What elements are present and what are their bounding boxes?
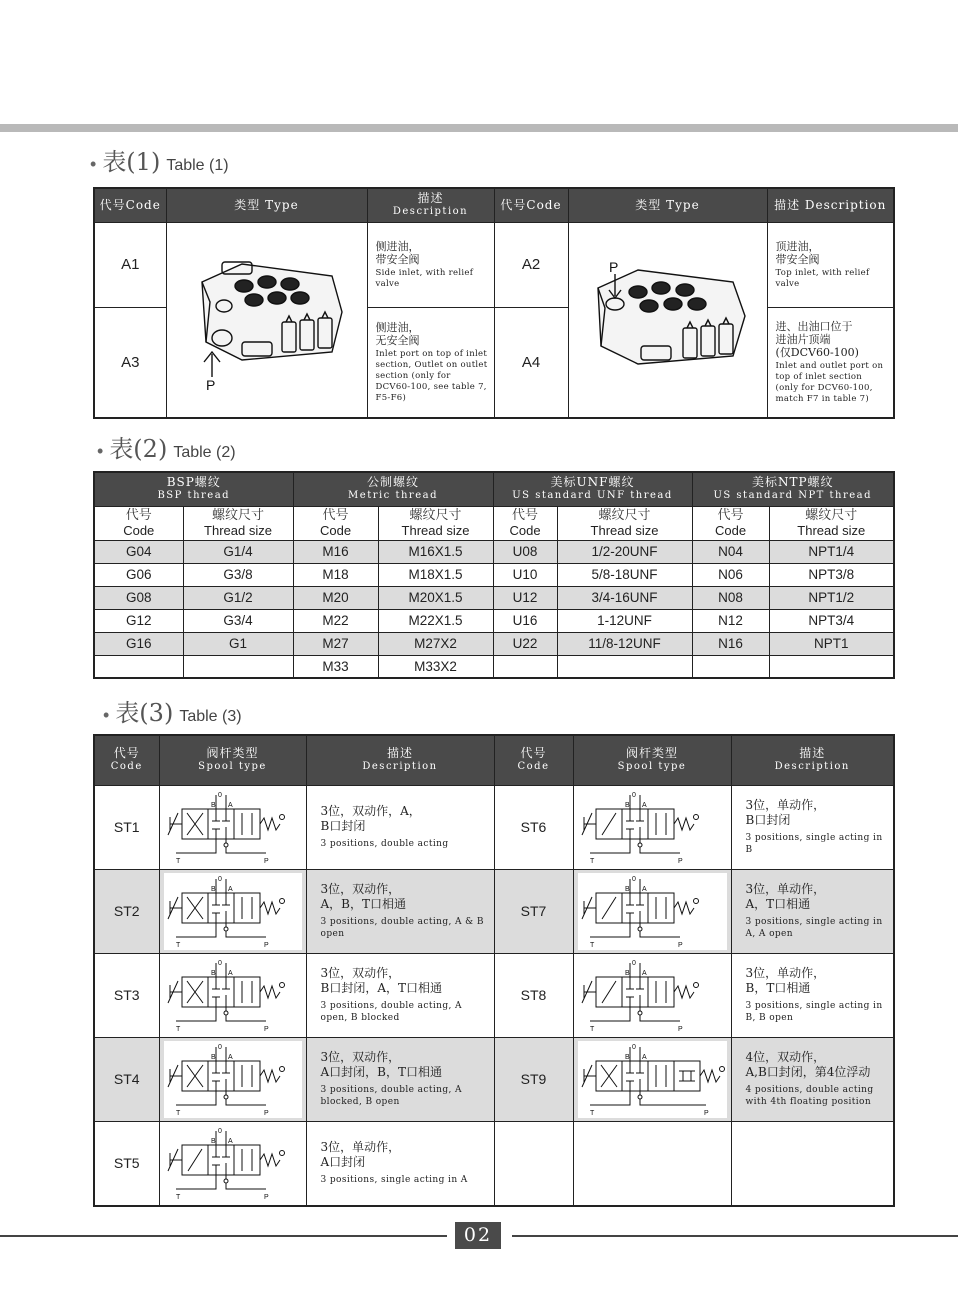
- table3-title-cn: 表(3): [115, 699, 174, 727]
- t2-cell: 1-12UNF: [557, 609, 692, 632]
- t2-sub-code: 代号 Code: [692, 506, 769, 540]
- t2-sub-code: 代号 Code: [94, 506, 183, 540]
- svg-text:0: 0: [217, 959, 222, 967]
- table2-title: [97, 429, 236, 464]
- t2-group-bsp-en: BSP thread: [157, 490, 231, 502]
- t1-header-desc-en: Description: [392, 206, 469, 218]
- t2-cell: 1/2-20UNF: [557, 540, 692, 563]
- footer-line-right: [512, 1235, 958, 1237]
- spool-symbol-icon: [164, 789, 302, 866]
- t2-cell: N04: [692, 540, 769, 563]
- t2-cell: NPT1/2: [769, 586, 894, 609]
- svg-text:0: 0: [631, 959, 636, 967]
- t2-row: [94, 655, 894, 678]
- t3-code-cell: ST7: [494, 869, 573, 953]
- valve-side-inlet-image: [166, 222, 367, 418]
- t3-desc-cell: [731, 1037, 894, 1121]
- svg-text:T: T: [589, 857, 594, 865]
- t2-cell: M16: [293, 540, 378, 563]
- svg-text:T: T: [175, 1025, 180, 1033]
- bullet-icon: •: [90, 154, 97, 174]
- t1-desc-a4-en: Inlet and outlet port on top of inlet section (only for DCV60-100, match F7 in table 7): [775, 360, 884, 404]
- svg-text:P: P: [263, 1193, 269, 1201]
- bullet-icon: •: [97, 441, 104, 461]
- t3-header-spool2: 阀杆类型 Spool type: [573, 735, 731, 785]
- t2-group-npt: [692, 472, 894, 506]
- t2-cell: NPT1: [769, 632, 894, 655]
- t2-row: [94, 632, 894, 655]
- t3-desc-cell: [731, 953, 894, 1037]
- t3-desc-cn2: B口封闭，A，T口相通: [320, 981, 442, 995]
- t2-group-unf-en: US standard UNF thread: [512, 490, 673, 502]
- t1-desc-a1-cn1: 侧进油，: [375, 239, 420, 253]
- t2-cell: M22: [293, 609, 378, 632]
- t1-desc-a3-en: Inlet port on top of inlet section, Outlet on outlet section (only for DCV60-100, see table 7, F5-F6): [375, 348, 488, 403]
- t3-desc-en: 3 positions, single acting in B, B open: [745, 1001, 883, 1023]
- t2-cell: M20: [293, 586, 378, 609]
- t3-desc-cn1: 3位，双动作，: [320, 882, 401, 896]
- t3-desc-en: 3 positions, single acting in B: [745, 833, 883, 855]
- t1-desc-a3: [367, 307, 494, 418]
- t2-cell: M27X2: [378, 632, 493, 655]
- spool-symbol-icon: [578, 957, 727, 1034]
- t3-row: [94, 1037, 894, 1121]
- t3-desc-cn2: B口封闭: [320, 819, 366, 833]
- table1: [93, 187, 895, 419]
- t2-cell: M27: [293, 632, 378, 655]
- t1-code-a2: A2: [494, 222, 568, 307]
- svg-text:0: 0: [631, 791, 636, 799]
- t2-cell: [692, 655, 769, 678]
- t3-desc-cn1: 3位，双动作，: [320, 1050, 401, 1064]
- t2-cell: G1/2: [183, 586, 293, 609]
- t1-desc-a4-cn3: (仅DCV60-100): [775, 345, 859, 359]
- spool-symbol-icon: [578, 873, 727, 950]
- t2-sub-size: 螺纹尺寸 Thread size: [183, 506, 293, 540]
- t3-desc-cn1: 3位，双动作，: [320, 966, 401, 980]
- t3-desc-cell: [731, 869, 894, 953]
- t3-desc-cell: [731, 785, 894, 869]
- page-number: 02: [455, 1222, 501, 1249]
- t2-cell: U16: [493, 609, 557, 632]
- t3-symbol-cell: [159, 953, 306, 1037]
- t1-header-code2: 代号Code: [494, 188, 568, 222]
- t1-desc-a3-cn2: 无安全阀: [375, 333, 420, 347]
- svg-text:A: A: [227, 1053, 233, 1061]
- svg-text:T: T: [175, 857, 180, 865]
- t2-cell: NPT1/4: [769, 540, 894, 563]
- t3-desc-cn2: A口封闭，B，T口相通: [320, 1065, 442, 1079]
- t1-desc-a1-en: Side inlet, with relief valve: [375, 267, 474, 289]
- t1-desc-a4-cn1: 进、出油口位于: [775, 319, 853, 333]
- spool-symbol-icon: [578, 789, 727, 866]
- t2-row: [94, 540, 894, 563]
- svg-text:P: P: [703, 1109, 709, 1117]
- svg-text:0: 0: [217, 791, 222, 799]
- t1-desc-a2-en: Top inlet, with relief valve: [775, 267, 870, 289]
- t3-code-cell: ST9: [494, 1037, 573, 1121]
- spool-symbol-icon: [164, 873, 302, 950]
- t2-cell: [769, 655, 894, 678]
- table1-title: [90, 142, 229, 177]
- table2-title-cn: 表(2): [109, 435, 168, 463]
- t1-code-a1: A1: [94, 222, 166, 307]
- svg-text:A: A: [227, 801, 233, 809]
- svg-text:B: B: [210, 801, 216, 809]
- t2-row: [94, 586, 894, 609]
- t3-symbol-cell: [159, 785, 306, 869]
- t2-cell: G1: [183, 632, 293, 655]
- t2-cell: NPT3/4: [769, 609, 894, 632]
- svg-text:B: B: [624, 1053, 630, 1061]
- svg-text:A: A: [227, 969, 233, 977]
- t2-cell: G16: [94, 632, 183, 655]
- t1-header-code: 代号Code: [94, 188, 166, 222]
- t2-group-bsp: [94, 472, 293, 506]
- svg-text:B: B: [210, 1053, 216, 1061]
- t2-cell: 5/8-18UNF: [557, 563, 692, 586]
- svg-text:0: 0: [217, 875, 222, 883]
- t3-symbol-cell: [573, 953, 731, 1037]
- t1-header-type: 类型 Type: [166, 188, 367, 222]
- table3-title: [103, 693, 242, 728]
- t2-cell: M20X1.5: [378, 586, 493, 609]
- svg-text:T: T: [589, 1109, 594, 1117]
- t3-desc-cn1: 3位，单动作，: [745, 798, 826, 812]
- t2-cell: G12: [94, 609, 183, 632]
- t3-desc-en: 3 positions, single acting in A, A open: [745, 917, 883, 939]
- t3-desc-cn1: 3位，单动作，: [745, 882, 826, 896]
- t3-desc-cell: [306, 1037, 494, 1121]
- spool-symbol-icon: [164, 1041, 302, 1118]
- t3-desc-cn2: A,B口封闭，第4位浮动: [745, 1065, 871, 1079]
- t3-code-cell: ST4: [94, 1037, 159, 1121]
- t3-desc-cn2: B，T口相通: [745, 981, 811, 995]
- svg-text:T: T: [175, 1193, 180, 1201]
- spool-symbol-icon: [164, 1125, 302, 1202]
- top-divider-bar: [0, 124, 958, 132]
- svg-text:B: B: [624, 885, 630, 893]
- t2-cell: N16: [692, 632, 769, 655]
- t1-desc-a3-cn1: 侧进油，: [375, 320, 420, 334]
- t2-cell: M33: [293, 655, 378, 678]
- valve-side-inlet-icon: [182, 242, 352, 392]
- t3-desc-cell: [306, 953, 494, 1037]
- t1-desc-a4-cn2: 进油片顶端: [775, 332, 831, 346]
- table2: [93, 471, 895, 679]
- t3-symbol-cell: [573, 1037, 731, 1121]
- t1-header-type2: 类型 Type: [568, 188, 767, 222]
- t3-symbol-cell: [573, 1121, 731, 1206]
- t3-code-cell: ST8: [494, 953, 573, 1037]
- t2-group-metric-cn: 公制螺纹: [367, 475, 420, 490]
- t3-row: [94, 953, 894, 1037]
- table3: [93, 734, 895, 1207]
- svg-text:T: T: [175, 1109, 180, 1117]
- table1-title-en: Table (1): [166, 157, 229, 174]
- svg-text:A: A: [227, 1137, 233, 1145]
- svg-text:P: P: [677, 857, 683, 865]
- t3-desc-cn1: 4位，双动作，: [745, 1050, 826, 1064]
- t2-sub-code: 代号 Code: [493, 506, 557, 540]
- t3-desc-en: 3 positions, double acting, A open, B blocked: [320, 1001, 462, 1023]
- t2-cell: M18X1.5: [378, 563, 493, 586]
- t3-desc-en: 3 positions, double acting: [320, 839, 449, 849]
- svg-text:B: B: [210, 969, 216, 977]
- t3-desc-en: 3 positions, double acting, A blocked, B open: [320, 1085, 462, 1107]
- svg-text:A: A: [641, 885, 647, 893]
- svg-text:A: A: [641, 1053, 647, 1061]
- t2-cell: U10: [493, 563, 557, 586]
- t2-sub-size: 螺纹尺寸 Thread size: [769, 506, 894, 540]
- t3-row: [94, 1121, 894, 1206]
- svg-text:B: B: [624, 801, 630, 809]
- t1-header-desc: [367, 188, 494, 222]
- t3-code-cell: ST3: [94, 953, 159, 1037]
- t2-group-npt-cn: 美标NTP螺纹: [751, 475, 834, 490]
- t3-desc-cn2: A，T口相通: [745, 897, 811, 911]
- t2-group-bsp-cn: BSP螺纹: [166, 475, 221, 490]
- t3-body: [94, 785, 894, 1206]
- t3-symbol-cell: [573, 785, 731, 869]
- svg-text:0: 0: [217, 1127, 222, 1135]
- t2-cell: G3/4: [183, 609, 293, 632]
- footer-line-left: [0, 1235, 447, 1237]
- svg-text:0: 0: [631, 875, 636, 883]
- svg-text:A: A: [227, 885, 233, 893]
- svg-text:0: 0: [631, 1043, 636, 1051]
- t2-cell: NPT3/8: [769, 563, 894, 586]
- port-p-label: P: [205, 377, 215, 393]
- table1-title-cn: 表(1): [102, 148, 161, 176]
- svg-text:P: P: [263, 857, 269, 865]
- t3-header-spool: 阀杆类型 Spool type: [159, 735, 306, 785]
- t3-code-cell: ST2: [94, 869, 159, 953]
- t3-header-desc2: 描述 Description: [731, 735, 894, 785]
- svg-text:B: B: [210, 885, 216, 893]
- t2-cell: G06: [94, 563, 183, 586]
- t1-desc-a1: [367, 222, 494, 307]
- t3-desc-cn2: A，B，T口相通: [320, 897, 406, 911]
- table2-title-en: Table (2): [173, 444, 236, 461]
- svg-text:B: B: [210, 1137, 216, 1145]
- t1-code-a3: A3: [94, 307, 166, 418]
- spool-symbol-icon: [578, 1041, 727, 1118]
- svg-text:P: P: [263, 941, 269, 949]
- t2-cell: G08: [94, 586, 183, 609]
- t2-body: [94, 540, 894, 678]
- svg-text:A: A: [641, 969, 647, 977]
- t2-cell: 3/4-16UNF: [557, 586, 692, 609]
- t3-symbol-cell: [159, 1121, 306, 1206]
- t3-symbol-cell: [159, 869, 306, 953]
- t3-header-code: 代号 Code: [94, 735, 159, 785]
- t3-desc-cell: [306, 869, 494, 953]
- t2-cell: M16X1.5: [378, 540, 493, 563]
- t2-group-unf-cn: 美标UNF螺纹: [550, 475, 635, 490]
- t2-row: [94, 563, 894, 586]
- t2-row: [94, 609, 894, 632]
- t3-desc-cn2: A口封闭: [320, 1155, 366, 1169]
- t1-header-desc-cn: 描述: [417, 191, 444, 206]
- valve-top-inlet-image: [568, 222, 767, 418]
- t2-cell: U08: [493, 540, 557, 563]
- t3-desc-en: 3 positions, single acting in A: [320, 1175, 468, 1185]
- t2-group-unf: [493, 472, 692, 506]
- t3-code-cell: ST6: [494, 785, 573, 869]
- t2-cell: U12: [493, 586, 557, 609]
- t3-symbol-cell: [159, 1037, 306, 1121]
- t3-row: [94, 785, 894, 869]
- port-p-label-top: P: [608, 259, 618, 276]
- valve-top-inlet-icon: [583, 252, 753, 382]
- t2-sub-size: 螺纹尺寸 Thread size: [378, 506, 493, 540]
- t2-cell: [493, 655, 557, 678]
- t1-desc-a2-cn2: 带安全阀: [775, 252, 820, 266]
- svg-text:P: P: [263, 1109, 269, 1117]
- svg-text:T: T: [589, 1025, 594, 1033]
- svg-text:T: T: [589, 941, 594, 949]
- t2-subheader-row: [94, 506, 894, 540]
- t3-symbol-cell: [573, 869, 731, 953]
- svg-text:P: P: [677, 941, 683, 949]
- t3-header-desc: 描述 Description: [306, 735, 494, 785]
- t3-code-cell: ST5: [94, 1121, 159, 1206]
- t3-desc-cn1: 3位，单动作，: [745, 966, 826, 980]
- t2-cell: N08: [692, 586, 769, 609]
- t2-cell: N06: [692, 563, 769, 586]
- t2-sub-size: 螺纹尺寸 Thread size: [557, 506, 692, 540]
- t1-desc-a4: [767, 307, 894, 418]
- bullet-icon: •: [103, 705, 110, 725]
- t1-desc-a1-cn2: 带安全阀: [375, 252, 420, 266]
- t2-group-metric: [293, 472, 493, 506]
- t3-code-cell: ST1: [94, 785, 159, 869]
- t3-desc-cn1: 3位，双动作，A，: [320, 804, 421, 818]
- t3-desc-cn2: B口封闭: [745, 813, 791, 827]
- t3-desc-cell: [731, 1121, 894, 1206]
- t2-cell: [557, 655, 692, 678]
- spool-symbol-icon: [164, 957, 302, 1034]
- svg-text:0: 0: [217, 1043, 222, 1051]
- svg-text:A: A: [641, 801, 647, 809]
- t1-desc-a2: [767, 222, 894, 307]
- t3-desc-cell: [306, 785, 494, 869]
- t3-code-cell: [494, 1121, 573, 1206]
- t2-cell: G1/4: [183, 540, 293, 563]
- t2-group-npt-en: US standard NPT thread: [713, 490, 873, 502]
- t2-cell: M22X1.5: [378, 609, 493, 632]
- svg-text:T: T: [175, 941, 180, 949]
- t2-cell: M18: [293, 563, 378, 586]
- table3-title-en: Table (3): [179, 708, 242, 725]
- svg-text:P: P: [263, 1025, 269, 1033]
- t3-header-code2: 代号 Code: [494, 735, 573, 785]
- t3-desc-en: 4 positions, double acting with 4th floating position: [745, 1085, 874, 1107]
- t3-desc-cn1: 3位，单动作，: [320, 1140, 401, 1154]
- t2-cell: M33X2: [378, 655, 493, 678]
- t1-code-a4: A4: [494, 307, 568, 418]
- t2-cell: G3/8: [183, 563, 293, 586]
- t3-row: [94, 869, 894, 953]
- svg-text:P: P: [677, 1025, 683, 1033]
- t2-sub-code: 代号 Code: [293, 506, 378, 540]
- t3-desc-cell: [306, 1121, 494, 1206]
- t1-desc-a2-cn1: 顶进油，: [775, 239, 820, 253]
- svg-text:B: B: [624, 969, 630, 977]
- t3-desc-en: 3 positions, double acting, A & B open: [320, 917, 484, 939]
- t1-header-desc2: 描述 Description: [767, 188, 894, 222]
- t2-cell: N12: [692, 609, 769, 632]
- t2-cell: [183, 655, 293, 678]
- t2-cell: 11/8-12UNF: [557, 632, 692, 655]
- t2-cell: G04: [94, 540, 183, 563]
- t2-group-metric-en: Metric thread: [348, 490, 438, 502]
- t2-cell: U22: [493, 632, 557, 655]
- t2-cell: [94, 655, 183, 678]
